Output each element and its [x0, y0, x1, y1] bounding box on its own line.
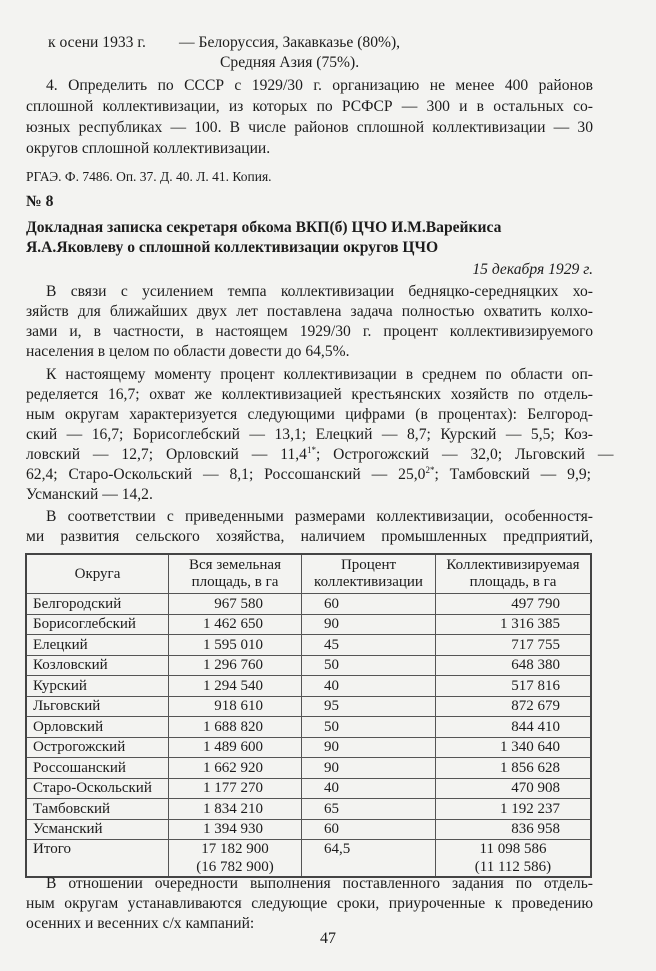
cell-percent: 90	[302, 737, 436, 758]
total-area	[169, 840, 302, 878]
cell-coll-area: 1 340 640	[436, 737, 592, 758]
table-row	[26, 655, 591, 676]
cell-district: Тамбовский	[26, 799, 169, 820]
cell-percent: 90	[302, 758, 436, 779]
document-title-line-2: Я.А.Яковлеву о сплошной коллективизации округов ЦЧО	[26, 239, 439, 256]
cell-district: Усманский	[26, 819, 169, 840]
para1-line-4: населения в целом по области довести до 64,5%.	[26, 343, 350, 360]
para1-line-2: зяйств для ближайших двух лет поставлена задача полностью охватить колхо-	[26, 303, 593, 320]
para4-line-1: В отношении очередности выполнения поставленного задания по отдель-	[46, 875, 593, 892]
cell-area: 918 610	[169, 696, 302, 717]
para2-line-7: Усманский — 14,2.	[26, 486, 153, 503]
cell-percent: 50	[302, 717, 436, 738]
cell-district: Курский	[26, 676, 169, 697]
table-row	[26, 717, 591, 738]
continuation-line-1-left: к осени 1933 г.	[48, 34, 146, 51]
header-district	[26, 554, 169, 594]
cell-coll-area: 517 816	[436, 676, 592, 697]
para2-line-5	[26, 445, 614, 464]
cell-area: 1 462 650	[169, 614, 302, 635]
header-area	[169, 554, 302, 594]
cell-coll-area: 717 755	[436, 635, 592, 656]
footnote-mark-2: 2*	[425, 465, 435, 475]
cell-coll-area: 1 856 628	[436, 758, 592, 779]
header-coll-area-line-2: площадь, в га	[469, 574, 557, 590]
document-title-line-1: Докладная записка секретаря обкома ВКП(б) ЦЧО И.М.Варейкиса	[26, 219, 502, 236]
cell-percent: 40	[302, 778, 436, 799]
cell-coll-area: 470 908	[436, 778, 592, 799]
table-total-row	[26, 840, 591, 878]
total-percent: 64,5	[302, 840, 436, 878]
cell-coll-area: 844 410	[436, 717, 592, 738]
cell-district: Орловский	[26, 717, 169, 738]
item4-line-4: округов сплошной коллективизации.	[26, 140, 271, 157]
table-row	[26, 696, 591, 717]
cell-area: 967 580	[169, 594, 302, 615]
cell-district: Льговский	[26, 696, 169, 717]
cell-area: 1 834 210	[169, 799, 302, 820]
table-header-row	[26, 554, 591, 594]
total-area-alt: (16 782 900)	[196, 859, 274, 875]
cell-area: 1 296 760	[169, 655, 302, 676]
header-district-text: Округа	[74, 565, 121, 582]
cell-percent: 40	[302, 676, 436, 697]
cell-coll-area: 1 192 237	[436, 799, 592, 820]
collectivization-table	[25, 553, 592, 878]
para2-line-6-b: ; Тамбовский — 9,9;	[434, 466, 591, 483]
para2-line-4: ский — 16,7; Борисоглебский — 13,1; Елецкий — 8,7; Курский — 5,5; Коз-	[26, 426, 593, 443]
total-coll-area	[436, 840, 592, 878]
para2-line-2: ределяется 16,7; охват же коллективизацией крестьянских хозяйств по отдель-	[26, 386, 593, 403]
cell-percent: 60	[302, 819, 436, 840]
cell-area: 1 595 010	[169, 635, 302, 656]
para2-line-1: К настоящему моменту процент коллективизации в среднем по области оп-	[46, 366, 593, 383]
cell-area: 1 394 930	[169, 819, 302, 840]
para2-line-6-a: 62,4; Старо-Оскольский — 8,1; Россошанский — 25,0	[26, 466, 426, 483]
para1-line-1: В связи с усилением темпа коллективизации бедняцко-середняцких хо-	[46, 283, 593, 300]
table-row	[26, 676, 591, 697]
para2-line-6	[26, 466, 593, 484]
cell-percent: 95	[302, 696, 436, 717]
total-area-value: 17 182 900	[201, 841, 269, 857]
para2-line-3: ным округам характеризуется следующими цифрами (в процентах): Белгород-	[26, 406, 593, 423]
cell-district: Россошанский	[26, 758, 169, 779]
cell-percent: 50	[302, 655, 436, 676]
archive-source: РГАЭ. Ф. 7486. Оп. 37. Д. 40. Л. 41. Копия.	[26, 169, 272, 184]
total-coll-area-alt: (11 112 586)	[474, 859, 552, 875]
header-percent-line-1: Процент	[340, 557, 397, 573]
cell-district: Козловский	[26, 655, 169, 676]
table-row	[26, 635, 591, 656]
para4-line-3: осенних и весенних с/х кампаний:	[26, 915, 255, 932]
cell-coll-area: 836 958	[436, 819, 592, 840]
page-number: 47	[320, 930, 336, 947]
cell-district: Старо-Оскольский	[26, 778, 169, 799]
cell-district: Елецкий	[26, 635, 169, 656]
table-row	[26, 799, 591, 820]
table-row	[26, 758, 591, 779]
continuation-line-2: Средняя Азия (75%).	[220, 54, 360, 71]
header-area-line-1: Вся земельная	[189, 557, 281, 573]
para3-line-1: В соответствии с приведенными размерами коллективизации, особенностя-	[46, 508, 593, 525]
header-area-line-2: площадь, в га	[191, 574, 279, 590]
para4-line-2: ным округам устанавливаются следующие сроки, приуроченные к проведению	[26, 895, 593, 912]
footnote-mark-1: 1*	[306, 445, 316, 455]
cell-area: 1 662 920	[169, 758, 302, 779]
cell-coll-area: 1 316 385	[436, 614, 592, 635]
para2-line-5-b: ; Острогожский — 32,0; Льговский —	[315, 446, 614, 463]
item4-line-1: 4. Определить по СССР с 1929/30 г. организацию не менее 400 районов	[46, 77, 593, 94]
table-row	[26, 614, 591, 635]
cell-area: 1 177 270	[169, 778, 302, 799]
document-number: № 8	[26, 193, 54, 210]
header-percent-line-2: коллективизации	[314, 574, 423, 590]
cell-percent: 65	[302, 799, 436, 820]
cell-percent: 45	[302, 635, 436, 656]
item4-line-3: юзных республиках — 100. В числе районов сплошной коллективизации — 30	[26, 119, 593, 136]
cell-percent: 90	[302, 614, 436, 635]
continuation-line-1-right: — Белоруссия, Закавказье (80%),	[179, 34, 401, 51]
cell-coll-area: 872 679	[436, 696, 592, 717]
cell-area: 1 489 600	[169, 737, 302, 758]
cell-district: Белгородский	[26, 594, 169, 615]
cell-area: 1 294 540	[169, 676, 302, 697]
table-row	[26, 778, 591, 799]
document-date: 15 декабря 1929 г.	[472, 261, 593, 278]
para3-line-2: ми развития сельского хозяйства, наличием промышленных предприятий,	[26, 528, 593, 545]
cell-area: 1 688 820	[169, 717, 302, 738]
cell-district: Борисоглебский	[26, 614, 169, 635]
header-percent	[302, 554, 436, 594]
cell-coll-area: 648 380	[436, 655, 592, 676]
table-row	[26, 819, 591, 840]
table-row	[26, 594, 591, 615]
cell-coll-area: 497 790	[436, 594, 592, 615]
total-label: Итого	[26, 840, 169, 878]
total-coll-area-value: 11 098 586	[479, 841, 547, 857]
cell-district: Острогожский	[26, 737, 169, 758]
cell-percent: 60	[302, 594, 436, 615]
para1-line-3: зами и, в частности, в настоящем 1929/30 г. процент коллективизируемого	[26, 323, 593, 340]
item4-line-2: сплошной коллективизации, из которых по РСФСР — 300 и в остальных со-	[26, 98, 593, 115]
table-row	[26, 737, 591, 758]
para2-line-5-a: ловский — 12,7; Орловский — 11,4	[26, 446, 307, 463]
header-coll-area-line-1: Коллективизируемая	[446, 557, 580, 573]
header-coll-area	[436, 554, 592, 594]
